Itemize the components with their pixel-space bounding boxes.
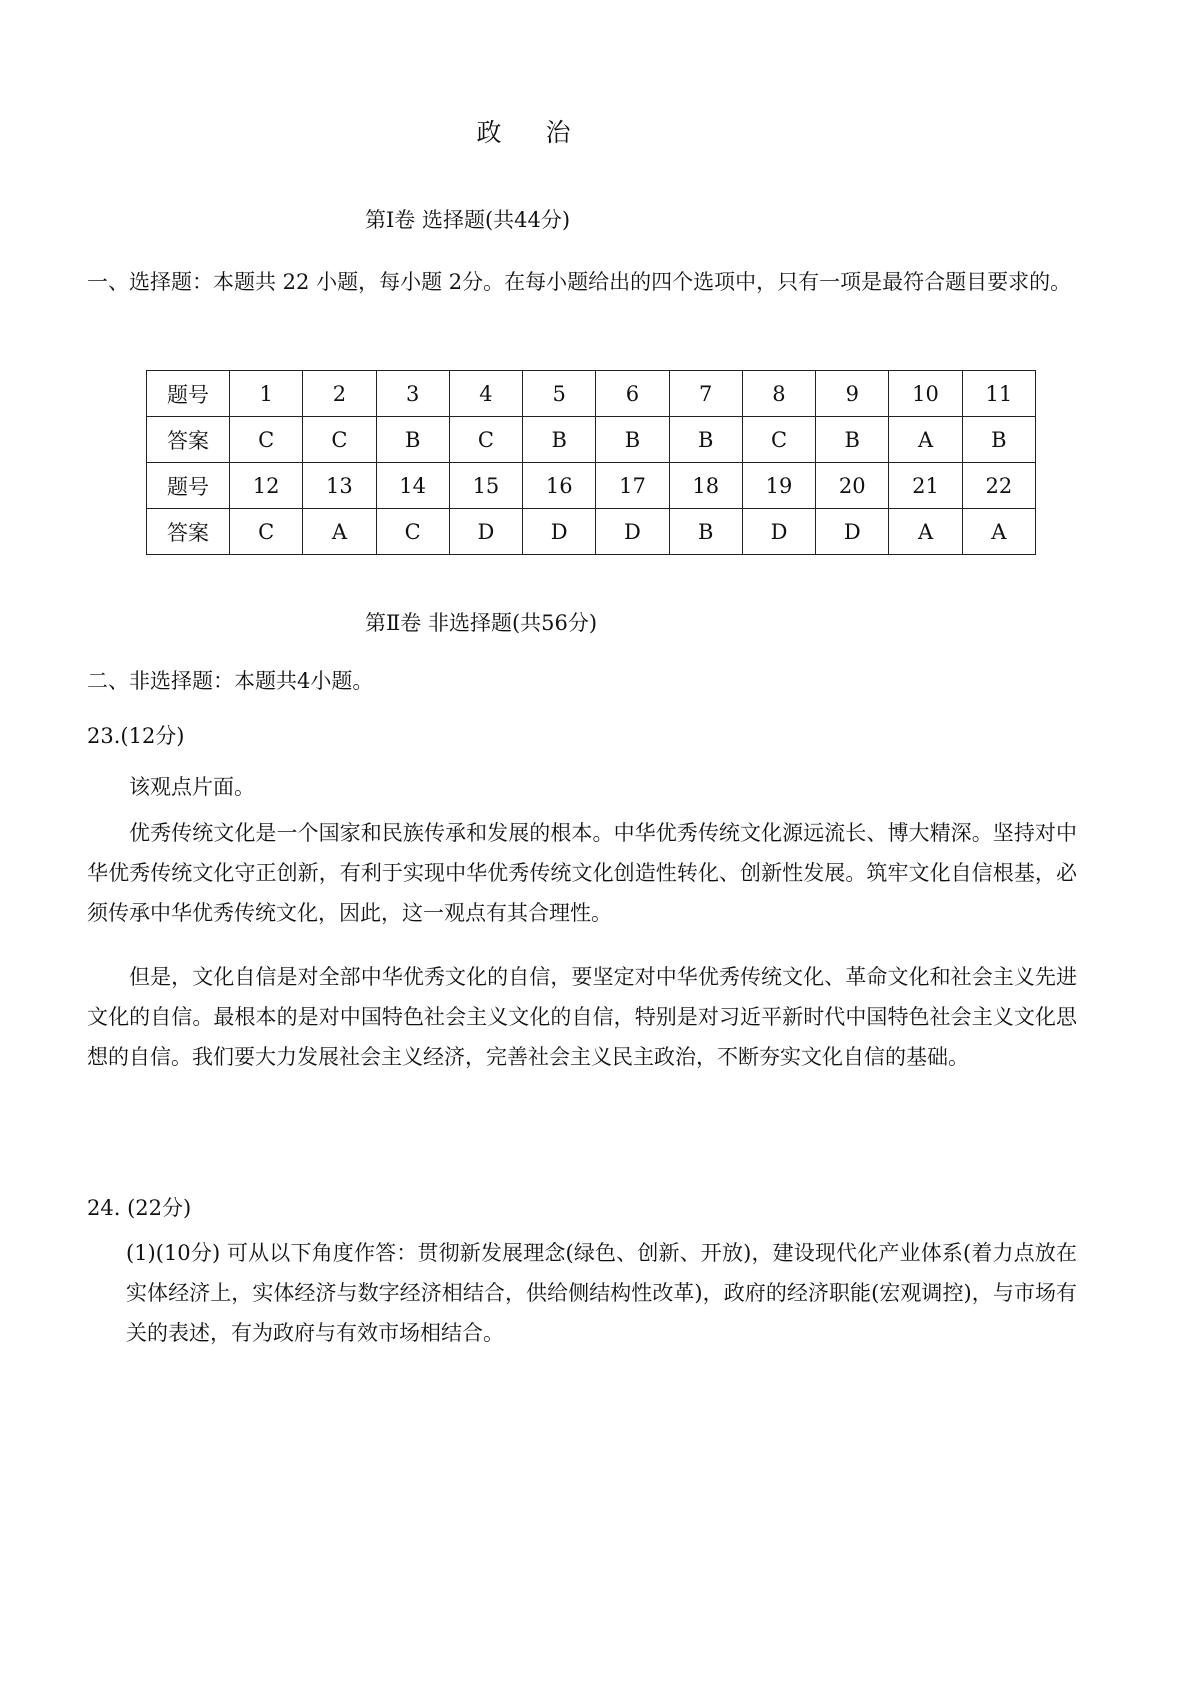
table-row-header: 题号 — [147, 371, 230, 417]
table-cell: 4 — [449, 371, 522, 417]
q23-paragraph-1: 该观点片面。 — [129, 775, 255, 799]
table-cell: D — [596, 509, 669, 555]
table-cell: 17 — [596, 463, 669, 509]
table-cell: 8 — [742, 371, 815, 417]
table-cell: 1 — [230, 371, 303, 417]
table-cell: 14 — [376, 463, 449, 509]
table-cell: C — [230, 509, 303, 555]
table-row — [147, 509, 1036, 555]
table-row-header: 题号 — [147, 463, 230, 509]
table-cell: B — [669, 417, 742, 463]
table-cell: A — [303, 509, 376, 555]
answer-table — [146, 370, 1036, 555]
table-row — [147, 463, 1036, 509]
table-cell: 18 — [669, 463, 742, 509]
table-cell: A — [889, 417, 962, 463]
table-cell: 9 — [816, 371, 889, 417]
table-cell: B — [816, 417, 889, 463]
table-cell: 22 — [962, 463, 1035, 509]
table-cell: 20 — [816, 463, 889, 509]
table-cell: D — [742, 509, 815, 555]
table-row — [147, 371, 1036, 417]
table-cell: 13 — [303, 463, 376, 509]
table-cell: 2 — [303, 371, 376, 417]
q24-label: 24. (22分) — [87, 1196, 192, 1220]
table-cell: 3 — [376, 371, 449, 417]
table-row — [147, 417, 1036, 463]
q24-paragraph-1: (1)(10分) 可从以下角度作答：贯彻新发展理念(绿色、创新、开放)，建设现代化产业体系(着力点放在实体经济上，实体经济与数字经济相结合，供给侧结构性改革)，政府的经济职能(宏观调控)，与市场有关的表述，有为政府与有效市场相结合。 — [126, 1241, 1077, 1345]
q23-paragraph-3: 但是，文化自信是对全部中华优秀文化的自信，要坚定对中华优秀传统文化、革命文化和社会主义先进文化的自信。最根本的是对中国特色社会主义文化的自信，特别是对习近平新时代中国特色社会主义文化思想的自信。我们要大力发展社会主义经济，完善社会主义民主政治，不断夯实文化自信的基础。 — [87, 965, 1077, 1069]
table-cell: C — [230, 417, 303, 463]
table-cell: A — [889, 509, 962, 555]
table-cell: 12 — [230, 463, 303, 509]
table-cell: 10 — [889, 371, 962, 417]
table-cell: B — [596, 417, 669, 463]
table-cell: B — [962, 417, 1035, 463]
table-row-header: 答案 — [147, 509, 230, 555]
table-cell: C — [742, 417, 815, 463]
table-cell: 15 — [449, 463, 522, 509]
table-cell: C — [303, 417, 376, 463]
answer-table-body — [147, 371, 1036, 555]
table-cell: 11 — [962, 371, 1035, 417]
table-cell: 5 — [523, 371, 596, 417]
table-cell: B — [669, 509, 742, 555]
page-title: 政 治 — [476, 118, 589, 147]
table-cell: D — [449, 509, 522, 555]
table-cell: 6 — [596, 371, 669, 417]
table-cell: 7 — [669, 371, 742, 417]
q23-label: 23.(12分) — [87, 724, 185, 748]
table-cell: C — [449, 417, 522, 463]
part2-heading: 第Ⅱ卷 非选择题(共56分) — [365, 611, 598, 635]
table-cell: C — [376, 509, 449, 555]
table-cell: B — [376, 417, 449, 463]
table-cell: B — [523, 417, 596, 463]
section2-intro: 二、非选择题：本题共4小题。 — [87, 669, 374, 693]
table-cell: A — [962, 509, 1035, 555]
table-cell: D — [816, 509, 889, 555]
table-row-header: 答案 — [147, 417, 230, 463]
part1-heading: 第Ⅰ卷 选择题(共44分) — [365, 208, 571, 232]
table-cell: D — [523, 509, 596, 555]
table-cell: 16 — [523, 463, 596, 509]
table-cell: 21 — [889, 463, 962, 509]
section1-intro: 一、选择题：本题共 22 小题，每小题 2分。在每小题给出的四个选项中，只有一项是最符合题目要求的。 — [87, 270, 1072, 294]
q23-paragraph-2: 优秀传统文化是一个国家和民族传承和发展的根本。中华优秀传统文化源远流长、博大精深。坚持对中华优秀传统文化守正创新，有利于实现中华优秀传统文化创造性转化、创新性发展。筑牢文化自信根基，必须传承中华优秀传统文化，因此，这一观点有其合理性。 — [87, 821, 1077, 925]
table-cell: 19 — [742, 463, 815, 509]
